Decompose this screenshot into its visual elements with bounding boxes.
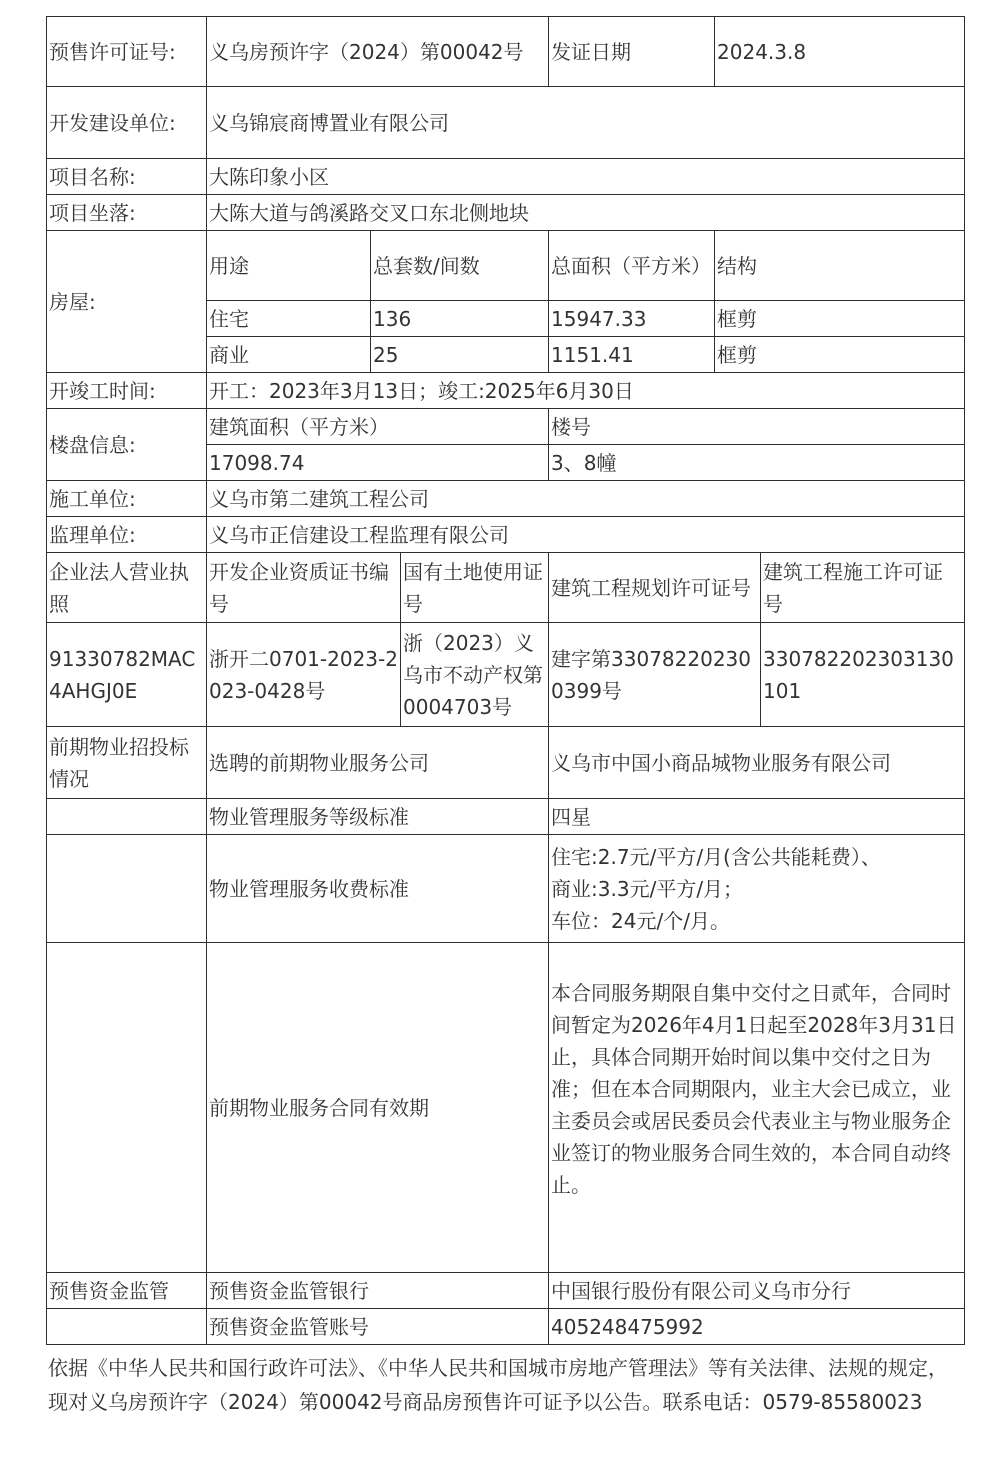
- fee-line: 住宅:2.7元/平方/月(含公共能耗费）、: [551, 844, 881, 869]
- issue-date-label: 发证日期: [549, 17, 715, 87]
- property-company-label: 选聘的前期物业服务公司: [207, 727, 549, 799]
- housing-header-structure: 结构: [715, 231, 965, 301]
- housing-cell: 商业: [207, 337, 371, 373]
- empty-cell: [47, 835, 207, 943]
- property-mgmt-label: 前期物业招投标情况: [47, 727, 207, 799]
- table-row: [47, 623, 965, 727]
- table-row: [47, 17, 965, 87]
- housing-cell: 25: [371, 337, 549, 373]
- housing-header-area: 总面积（平方米）: [549, 231, 715, 301]
- escrow-account-label: 预售资金监管账号: [207, 1309, 549, 1345]
- table-row: [47, 553, 965, 623]
- building-no-value: 3、8幢: [549, 445, 965, 481]
- license-header: 建筑工程施工许可证号: [761, 553, 965, 623]
- license-value: 建字第330782202300399号: [549, 623, 761, 727]
- escrow-bank-label: 预售资金监管银行: [207, 1273, 549, 1309]
- housing-cell: 1151.41: [549, 337, 715, 373]
- project-location-value: 大陈大道与鸽溪路交叉口东北侧地块: [207, 195, 965, 231]
- developer-label: 开发建设单位:: [47, 87, 207, 159]
- permit-info-table: [46, 16, 965, 1345]
- contract-period-label: 前期物业服务合同有效期: [207, 943, 549, 1273]
- project-name-value: 大陈印象小区: [207, 159, 965, 195]
- service-fee-value: [549, 835, 965, 943]
- empty-cell: [47, 799, 207, 835]
- project-name-label: 项目名称:: [47, 159, 207, 195]
- presale-permit-label: 预售许可证号:: [47, 17, 207, 87]
- license-header: 国有土地使用证号: [401, 553, 549, 623]
- developer-value: 义乌锦宸商博置业有限公司: [207, 87, 965, 159]
- table-row: [47, 835, 965, 943]
- table-row: [47, 195, 965, 231]
- table-row: [47, 373, 965, 409]
- presale-permit-value: 义乌房预许字（2024）第00042号: [207, 17, 549, 87]
- license-value: 91330782MAC4AHGJ0E: [47, 623, 207, 727]
- license-value: 330782202303130101: [761, 623, 965, 727]
- housing-cell: 框剪: [715, 301, 965, 337]
- project-location-label: 项目坐落:: [47, 195, 207, 231]
- license-value: 浙开二0701-2023-2023-0428号: [207, 623, 401, 727]
- property-company-value: 义乌市中国小商品城物业服务有限公司: [549, 727, 965, 799]
- table-row: [47, 943, 965, 1273]
- fee-line: 商业:3.3元/平方/月；: [551, 876, 744, 901]
- building-area-label: 建筑面积（平方米）: [207, 409, 549, 445]
- housing-header-units: 总套数/间数: [371, 231, 549, 301]
- license-header: 建筑工程规划许可证号: [549, 553, 761, 623]
- supervisor-value: 义乌市正信建设工程监理有限公司: [207, 517, 965, 553]
- empty-cell: [47, 943, 207, 1273]
- table-row: [47, 1273, 965, 1309]
- announcement-footer: 依据《中华人民共和国行政许可法》、《中华人民共和国城市房地产管理法》等有关法律、法规的规定，现对义乌房预许字（2024）第00042号商品房预售许可证予以公告。联系电话：0579-85580023: [48, 1356, 948, 1414]
- license-header: 企业法人营业执照: [47, 553, 207, 623]
- license-header: 开发企业资质证书编号: [207, 553, 401, 623]
- contract-period-value: 本合同服务期限自集中交付之日贰年，合同时间暂定为2026年4月1日起至2028年3月31日止，具体合同期开始时间以集中交付之日为准；但在本合同期限内，业主大会已成立，业主委员会或居民委员会代表业主与物业服务企业签订的物业服务合同生效的，本合同自动终止。: [549, 943, 965, 1273]
- supervisor-label: 监理单位:: [47, 517, 207, 553]
- building-area-value: 17098.74: [207, 445, 549, 481]
- housing-header-usage: 用途: [207, 231, 371, 301]
- table-row: [47, 87, 965, 159]
- escrow-bank-value: 中国银行股份有限公司义乌市分行: [549, 1273, 965, 1309]
- empty-cell: [47, 1309, 207, 1345]
- escrow-account-value: 405248475992: [549, 1309, 965, 1345]
- escrow-label: 预售资金监管: [47, 1273, 207, 1309]
- housing-cell: 15947.33: [549, 301, 715, 337]
- table-row: [47, 409, 965, 445]
- table-row: [47, 727, 965, 799]
- contractor-value: 义乌市第二建筑工程公司: [207, 481, 965, 517]
- table-row: [47, 517, 965, 553]
- housing-cell: 框剪: [715, 337, 965, 373]
- building-info-label: 楼盘信息:: [47, 409, 207, 481]
- service-grade-label: 物业管理服务等级标准: [207, 799, 549, 835]
- contractor-label: 施工单位:: [47, 481, 207, 517]
- construction-time-value: 开工：2023年3月13日；竣工:2025年6月30日: [207, 373, 965, 409]
- service-grade-value: 四星: [549, 799, 965, 835]
- fee-line: 车位：24元/个/月。: [551, 908, 730, 933]
- building-no-label: 楼号: [549, 409, 965, 445]
- housing-label: 房屋:: [47, 231, 207, 373]
- service-fee-label: 物业管理服务收费标准: [207, 835, 549, 943]
- housing-cell: 住宅: [207, 301, 371, 337]
- license-value: 浙（2023）义乌市不动产权第0004703号: [401, 623, 549, 727]
- housing-cell: 136: [371, 301, 549, 337]
- construction-time-label: 开竣工时间:: [47, 373, 207, 409]
- table-row: [47, 231, 965, 301]
- table-row: [47, 481, 965, 517]
- table-row: [47, 1309, 965, 1345]
- issue-date-value: 2024.3.8: [715, 17, 965, 87]
- table-row: [47, 799, 965, 835]
- table-row: [47, 159, 965, 195]
